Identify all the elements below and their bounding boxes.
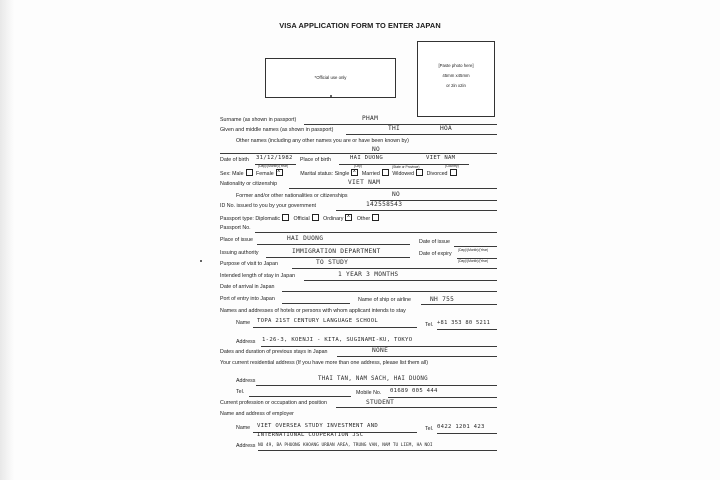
pob-label: Place of birth: [300, 157, 331, 163]
purpose-label: Purpose of visit to Japan: [220, 261, 279, 267]
passport-no-label: Passport No.: [220, 225, 251, 231]
passport-no-line: [255, 232, 497, 233]
passport-type-label: Passport type: Diplomatic: [220, 216, 281, 222]
id-no-line: [336, 210, 497, 211]
mark-dot: [330, 95, 332, 97]
photo-box-line1: [Paste photo here]: [438, 63, 474, 68]
former-nationality-value[interactable]: NO: [392, 191, 401, 198]
hotel-name-label: Name: [236, 320, 251, 326]
photo-box-line3: or 2in x2in: [446, 83, 466, 88]
id-no-label: ID No. issued to you by your government: [220, 203, 316, 209]
other-names-value[interactable]: NO: [372, 146, 381, 153]
employer-name-label: Name: [236, 425, 251, 431]
widowed-label: Widowed: [392, 171, 415, 177]
employer-address-line: [258, 450, 497, 451]
purpose-line: [292, 268, 497, 269]
surname-line: [304, 124, 497, 125]
port-line: [282, 303, 350, 304]
divorced-label: Divorced: [426, 171, 448, 177]
photo-box: [417, 41, 495, 117]
profession-value[interactable]: STUDENT: [366, 399, 395, 406]
arrival-line: [282, 291, 497, 292]
profession-line: [336, 407, 497, 408]
hotel-tel-value[interactable]: +81 353 80 5211: [437, 320, 491, 326]
issuing-authority-label: Issuing authority: [220, 250, 259, 256]
passport-type-row: [220, 214, 379, 223]
margin-dot: [200, 260, 202, 262]
surname-label: Surname (as shown in passport): [220, 117, 297, 123]
place-issue-label: Place of issue: [220, 237, 253, 243]
prev-stays-label: Dates and duration of previous stays in Japan: [220, 349, 328, 355]
current-address-line: [256, 385, 497, 386]
current-address-field-label: Address: [236, 378, 256, 384]
pob-city-value[interactable]: HAI DUONG: [350, 155, 384, 161]
mobile-value[interactable]: 01689 005 444: [390, 388, 438, 394]
dob-hint: (Day)/(Month)/(Year): [258, 164, 289, 168]
dob-label: Date of birth: [220, 157, 249, 163]
port-label: Port of entry into Japan: [220, 296, 275, 302]
given-name-first[interactable]: THI: [388, 125, 401, 132]
length-label: Intended length of stay in Japan: [220, 273, 296, 279]
pob-country-value[interactable]: VIET NAM: [426, 155, 456, 161]
country-hint: (Country): [445, 164, 459, 168]
arrival-label: Date of arrival in Japan: [220, 284, 275, 290]
sex-row: [220, 169, 457, 178]
photo-box-line2: 45mm x45mm: [442, 73, 470, 78]
prev-stays-value[interactable]: NONE: [372, 347, 389, 354]
employer-name-value-2[interactable]: INTERNATIONAL COOPERATION JSC: [257, 432, 364, 438]
form-title: VISA APPLICATION FORM TO ENTER JAPAN: [279, 21, 441, 30]
date-issue-line: [454, 246, 497, 247]
official-use-box: [265, 58, 396, 98]
city-hint: (City): [354, 164, 362, 168]
employer-tel-line: [437, 433, 497, 434]
date-issue-hint: (Day)/(Month)/(Year): [458, 248, 489, 252]
place-issue-line: [257, 244, 410, 245]
prev-stays-line: [337, 356, 497, 357]
issuing-authority-line: [266, 257, 410, 258]
hotel-name-value[interactable]: TOPA 21ST CENTURY LANGUAGE SCHOOL: [257, 318, 379, 324]
nationality-label: Nationality or citizenship: [220, 181, 278, 187]
sex-male-label: Sex: Male: [220, 171, 244, 177]
tel-line: [249, 396, 351, 397]
dob-value[interactable]: 31/12/1982: [256, 155, 293, 161]
hotel-address-value[interactable]: 1-26-3, KOENJI - KITA, SUGINAMI-KU, TOKYO: [262, 337, 413, 343]
divorced-checkbox[interactable]: [450, 169, 457, 176]
married-label: Married: [361, 171, 380, 177]
widowed-checkbox[interactable]: [416, 169, 423, 176]
official-label: Official: [293, 216, 310, 222]
ordinary-checkbox[interactable]: [345, 214, 352, 221]
profession-label: Current profession or occupation and position: [220, 400, 327, 406]
mobile-label: Mobile No.: [356, 390, 382, 396]
other-label: Other: [356, 216, 371, 222]
male-checkbox[interactable]: [246, 169, 253, 176]
sex-female-label: Female: [256, 171, 274, 177]
official-use-label: *Official use only: [314, 75, 347, 80]
former-nationality-label: Former and/or other nationalities or citizenships: [236, 193, 348, 199]
employer-address-value[interactable]: NO 49, BA PHUONG KHOANG URBAN AREA, TRUNG VAN, NAM TU LIEM, HA NOI: [258, 443, 433, 448]
nationality-value[interactable]: VIET NAM: [348, 179, 381, 186]
given-names-label: Given and middle names (as shown in passport): [220, 127, 334, 133]
ship-label: Name of ship or airline: [358, 297, 411, 303]
employer-tel-value[interactable]: 0422 1201 423: [437, 424, 485, 430]
nationality-line: [289, 188, 497, 189]
employer-label: Name and address of employer: [220, 411, 294, 417]
place-issue-value[interactable]: HAI DUONG: [287, 235, 324, 242]
purpose-value[interactable]: TO STUDY: [316, 259, 349, 266]
id-no-value[interactable]: 142558543: [366, 201, 403, 208]
diplomatic-checkbox[interactable]: [282, 214, 289, 221]
other-checkbox[interactable]: [372, 214, 379, 221]
employer-name-value[interactable]: VIET OVERSEA STUDY INVESTMENT AND: [257, 423, 379, 429]
employer-tel-label: Tel.: [425, 426, 434, 432]
official-checkbox[interactable]: [312, 214, 319, 221]
mobile-line: [388, 397, 497, 398]
surname-value[interactable]: PHAM: [362, 115, 379, 122]
length-line: [304, 280, 497, 281]
state-hint: (State or Province): [392, 165, 420, 169]
hotel-address-label: Address: [236, 339, 256, 345]
scan-edge-shadow: [0, 0, 14, 480]
hotels-label: Names and addresses of hotels or persons with whom applicant intends to stay: [220, 308, 406, 314]
married-checkbox[interactable]: [382, 169, 389, 176]
date-issue-label: Date of issue: [419, 239, 450, 245]
current-address-value[interactable]: THAI TAN, NAM SACH, HAI DUONG: [318, 376, 428, 382]
ship-line: [421, 304, 497, 305]
employer-address-label: Address: [236, 443, 256, 449]
hotel-name-line: [253, 327, 417, 328]
current-address-label: Your current residential address (If you have more than one address, please list them all): [220, 360, 428, 366]
tel-label: Tel.: [236, 389, 245, 395]
other-names-label: Other names (including any other names you are or have been known by): [236, 138, 409, 144]
hotel-tel-line: [437, 329, 497, 330]
hotel-tel-label: Tel.: [425, 322, 434, 328]
date-expiry-label: Date of expiry: [419, 251, 452, 257]
given-names-line: [346, 134, 497, 135]
marital-label: Marital status: Single: [300, 171, 350, 177]
single-checkbox[interactable]: [351, 169, 358, 176]
other-names-line: [220, 153, 497, 154]
date-expiry-hint: (Day)/(Month)/(Year): [458, 259, 489, 263]
issuing-authority-value[interactable]: IMMIGRATION DEPARTMENT: [292, 248, 381, 255]
given-name-second[interactable]: HOA: [440, 125, 453, 132]
female-checkbox[interactable]: [276, 169, 283, 176]
ordinary-label: Ordinary: [323, 216, 344, 222]
length-value[interactable]: 1 YEAR 3 MONTHS: [338, 271, 399, 278]
ship-value[interactable]: NH 755: [430, 296, 455, 303]
